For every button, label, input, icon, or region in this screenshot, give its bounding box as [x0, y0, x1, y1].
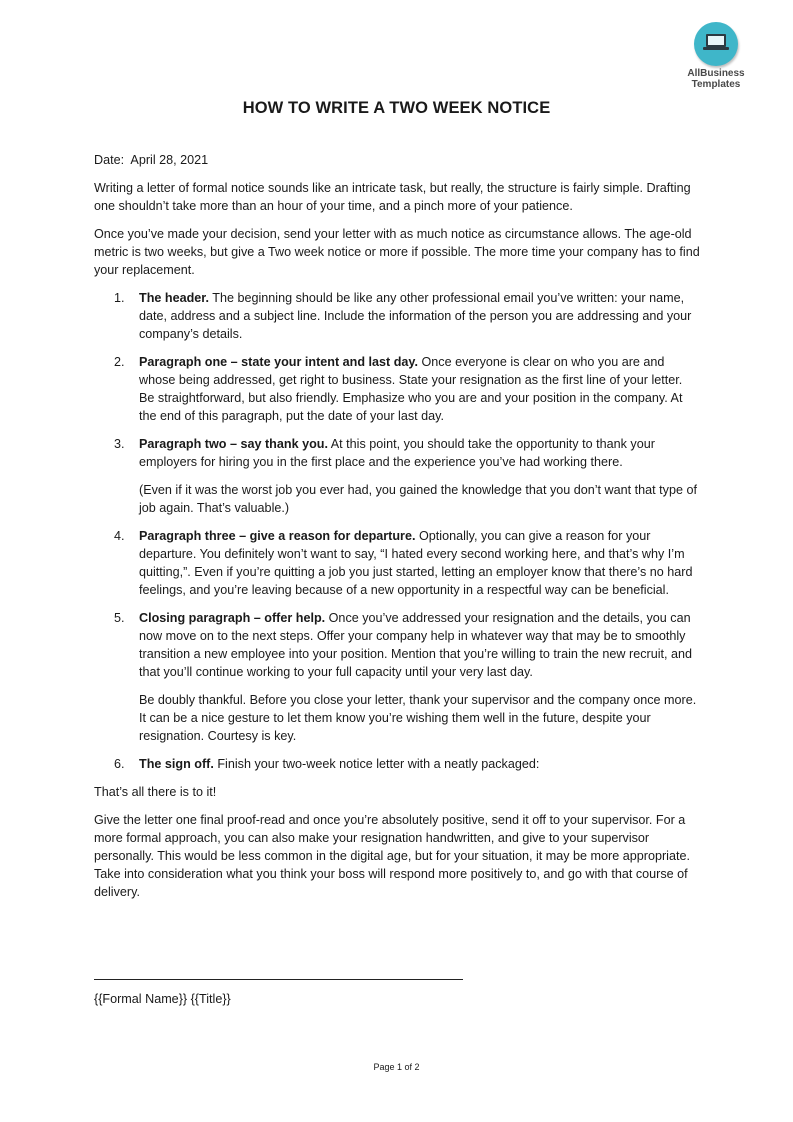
laptop-icon	[694, 22, 738, 66]
list-item: 3. Paragraph two – say thank you. At this point, you should take the opportunity to thank your employers for hiring you in the first place and the experience you’ve had working there. (Even if it was the worst job you ever had, you gained the knowledge that you don’t want that type of job again. That’s valuable.)	[94, 435, 700, 517]
intro-paragraph: Once you’ve made your decision, send your letter with as much notice as circumstance allows. The age-old metric is two weeks, but give a Two week notice or more if possible. The more time your company has to find your replacement.	[94, 227, 700, 277]
closing-paragraph: Give the letter one final proof-read and once you’re absolutely positive, send it off to your supervisor. For a more formal approach, you can also make your resignation handwritten, and give to your supervisor personally. This would be less common in the digital age, but for your situation, it may be more appropriate. Take into consideration what you think your boss will respond more positively to, and go with that course of delivery.	[94, 813, 690, 899]
list-item-note: Be doubly thankful. Before you close your letter, thank your supervisor and the company once more. It can be a nice gesture to let them know you’re wishing them well in the future, despite your resignation. Courtesy is key.	[139, 693, 697, 743]
list-item: 4. Paragraph three – give a reason for departure. Optionally, you can give a reason for your departure. You definitely won’t want to say, “I hated every second working here, and that’s why I’m quitting,”. Even if you’re quitting a job you just started, letting an employer know that there’s no hard feelings, and you’re leaving because of a new opportunity in a respectful way can be beneficial.	[114, 529, 693, 597]
signature-name-title: {{Formal Name}} {{Title}}	[94, 992, 231, 1006]
list-item: 1. The header. The beginning should be like any other professional email you’ve written: your name, date, address and a subject line. Include the information of the person you are addressing and your company’s details.	[114, 291, 692, 341]
steps-list	[94, 289, 700, 773]
signature-line	[94, 979, 463, 980]
brand-name: AllBusiness Templates	[687, 68, 745, 90]
page-number: Page 1 of 2	[373, 1062, 420, 1072]
page-title: HOW TO WRITE A TWO WEEK NOTICE	[242, 99, 551, 117]
list-item-note: (Even if it was the worst job you ever had, you gained the knowledge that you don’t want that type of job again. That’s valuable.)	[139, 483, 697, 515]
date-line: Date: April 28, 2021	[94, 153, 209, 167]
list-item: 6. The sign off. Finish your two-week notice letter with a neatly packaged:	[114, 757, 540, 771]
brand-logo	[676, 22, 756, 90]
document-body	[94, 151, 700, 911]
list-item: 2. Paragraph one – state your intent and last day. Once everyone is clear on who you are and whose being addressed, get right to business. State your resignation as the first line of your letter. Be straightforward, but also friendly. Emphasize who you are and your position in the company. At the end of this paragraph, put the date of your last day.	[114, 355, 683, 423]
closing-line: That’s all there is to it!	[94, 785, 217, 799]
intro-paragraph: Writing a letter of formal notice sounds like an intricate task, but really, the structure is fairly simple. Drafting one shouldn’t take more than an hour of your time, and a pinch more of your patience.	[94, 181, 691, 213]
list-item: 5. Closing paragraph – offer help. Once you’ve addressed your resignation and the details, you can now move on to the next steps. Offer your company help in whatever way that may be to smoothly transition a new employee into your position. Mention that you’re willing to train the new recruit, and that you’ll continue working to your full capacity until your very last day. Be doubly thankful. Before you close your letter, thank your supervisor and the company once more. It can be a nice gesture to let them know you’re wishing them well in the future, despite your resignation. Courtesy is key.	[94, 609, 700, 745]
